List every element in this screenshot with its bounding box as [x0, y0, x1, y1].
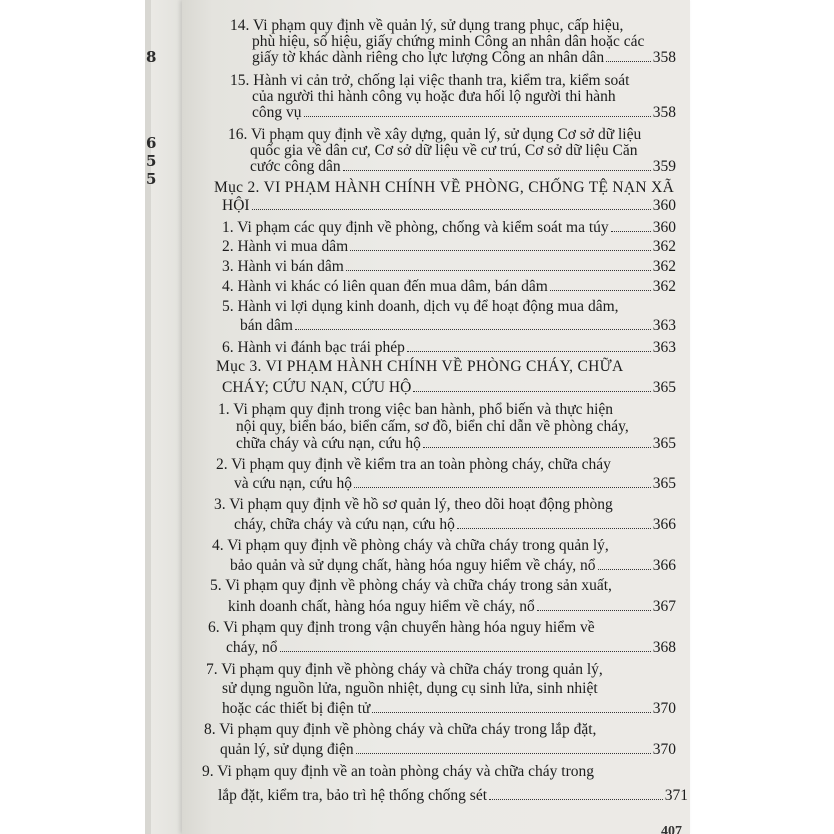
entry-line: 1. Vi phạm các quy định về phòng, chống và kiểm soát ma túy	[222, 219, 609, 236]
entry-line: cháy, chữa cháy và cứu nạn, cứu hộ	[234, 516, 455, 533]
entry-line: 6. Hành vi đánh bạc trái phép	[222, 339, 405, 356]
dot-leader	[304, 116, 651, 117]
page-number: 366	[652, 557, 676, 574]
toc-entry-m2-3	[222, 259, 676, 275]
entry-leader-line	[234, 476, 676, 492]
page-number: 368	[652, 639, 676, 656]
page-number: 366	[652, 516, 676, 533]
dot-leader	[550, 290, 651, 291]
entry-line: 1. Vi phạm quy định trong việc ban hành, phổ biến và thực hiện	[218, 401, 614, 418]
entry-line: cháy, nổ	[226, 639, 278, 656]
page-number: 371	[664, 787, 688, 804]
entry-line: công vụ	[252, 104, 302, 121]
left-page-number: 8	[146, 48, 157, 66]
entry-line: 3. Hành vi bán dâm	[222, 258, 344, 275]
entry-line: sử dụng nguồn lửa, nguồn nhiệt, dụng cụ sinh lửa, sinh nhiệt	[222, 680, 598, 697]
entry-leader-line	[250, 159, 676, 175]
entry-line: hoặc các thiết bị điện tử	[222, 700, 371, 717]
entry-line: chữa cháy và cứu nạn, cứu hộ	[236, 435, 421, 452]
entry-leader-line	[228, 599, 676, 615]
toc-entry-m2-2	[222, 239, 676, 255]
page-number: 358	[652, 49, 676, 66]
entry-leader-line	[234, 517, 676, 533]
dot-leader	[343, 170, 651, 171]
book-page	[182, 0, 690, 834]
entry-line: 2. Hành vi mua dâm	[222, 238, 349, 255]
page-number: 365	[652, 475, 676, 492]
entry-leader-line	[226, 640, 676, 656]
entry-line: phù hiệu, số hiệu, giấy chứng minh Công an nhân dân hoặc các	[252, 33, 645, 50]
page-number: 363	[652, 339, 676, 356]
page-number: 362	[652, 278, 676, 295]
toc-entry-m2-6	[222, 340, 676, 356]
dot-leader	[356, 753, 651, 754]
dot-leader	[598, 569, 651, 570]
dot-leader	[350, 250, 651, 251]
entry-line: 2. Vi phạm quy định về kiểm tra an toàn phòng cháy, chữa cháy	[216, 456, 611, 473]
entry-line: của người thi hành công vụ hoặc đưa hối lộ người thi hành	[252, 88, 616, 105]
section-heading: CHÁY; CỨU NẠN, CỨU HỘ	[222, 379, 412, 396]
dot-leader	[407, 351, 651, 352]
entry-line: 7. Vi phạm quy định về phòng cháy và chữa cháy trong quản lý,	[206, 661, 603, 678]
section-heading: Mục 2. VI PHẠM HÀNH CHÍNH VỀ PHÒNG, CHỐNG TỆ NẠN XÃ	[214, 179, 675, 196]
left-page-number: 6	[146, 134, 157, 152]
entry-line: quốc gia về dân cư, Cơ sở dữ liệu về cư trú, Cơ sở dữ liệu Căn	[250, 142, 638, 159]
dot-leader	[457, 528, 651, 529]
entry-leader-line	[252, 50, 676, 66]
previous-page-edge	[145, 0, 185, 834]
entry-line: 5. Vi phạm quy định về phòng cháy và chữa cháy trong sản xuất,	[210, 577, 612, 594]
entry-leader-line	[220, 742, 676, 758]
entry-line: bán dâm	[240, 317, 293, 334]
entry-line: 9. Vi phạm quy định về an toàn phòng cháy và chữa cháy trong	[202, 763, 595, 780]
entry-line: kinh doanh chất, hàng hóa nguy hiểm về cháy, nổ	[228, 598, 535, 615]
section-heading: Mục 3. VI PHẠM HÀNH CHÍNH VỀ PHÒNG CHÁY, CHỮA	[216, 358, 624, 375]
dot-leader	[346, 270, 651, 271]
entry-leader-line	[222, 198, 676, 214]
entry-leader-line	[236, 436, 676, 452]
toc-entry-m2-4	[222, 279, 676, 295]
dot-leader	[611, 231, 651, 232]
page-number: 360	[652, 197, 676, 214]
page-number: 370	[652, 700, 676, 717]
dot-leader	[372, 712, 650, 713]
entry-line: 14. Vi phạm quy định về quản lý, sử dụng trang phục, cấp hiệu,	[230, 17, 624, 34]
dot-leader	[537, 610, 651, 611]
page-number: 362	[652, 258, 676, 275]
entry-line: cước công dân	[250, 158, 341, 175]
entry-line: 4. Vi phạm quy định về phòng cháy và chữa cháy trong quản lý,	[212, 537, 609, 554]
page-number: 365	[652, 435, 676, 452]
page-number: 370	[652, 741, 676, 758]
dot-leader	[295, 329, 651, 330]
entry-line: và cứu nạn, cứu hộ	[234, 475, 352, 492]
dot-leader	[252, 209, 651, 210]
dot-leader	[423, 447, 651, 448]
toc-entry-m2-1	[222, 220, 676, 236]
page-number: 362	[652, 238, 676, 255]
entry-line: quản lý, sử dụng điện	[220, 741, 354, 758]
entry-line: 16. Vi phạm quy định về xây dựng, quản lý, sử dụng Cơ sở dữ liệu	[228, 126, 642, 143]
entry-line: 8. Vi phạm quy định về phòng cháy và chữa cháy trong lắp đặt,	[204, 721, 597, 738]
page-number: 365	[652, 379, 676, 396]
entry-line: giấy tờ khác dành riêng cho lực lượng Công an nhân dân	[252, 49, 605, 66]
entry-line: 3. Vi phạm quy định về hồ sơ quản lý, theo dõi hoạt động phòng	[214, 496, 613, 513]
entry-line: bảo quản và sử dụng chất, hàng hóa nguy hiểm về cháy, nổ	[230, 557, 596, 574]
page-folio: 407	[661, 824, 682, 834]
page-number: 367	[652, 598, 676, 615]
entry-leader-line	[222, 701, 676, 717]
page-edge-shadow	[145, 0, 151, 834]
entry-line: nội quy, biển báo, biển cấm, sơ đồ, biển chỉ dẫn về phòng cháy,	[236, 418, 629, 435]
section-heading: HỘI	[222, 197, 250, 214]
entry-line: 4. Hành vi khác có liên quan đến mua dâm, bán dâm	[222, 278, 548, 295]
dot-leader	[606, 61, 651, 62]
left-page-number: 5	[146, 152, 157, 170]
dot-leader	[354, 487, 651, 488]
dot-leader	[413, 391, 650, 392]
page-number: 359	[652, 158, 676, 175]
dot-leader	[489, 799, 663, 800]
entry-leader-line	[240, 318, 676, 334]
page-number: 358	[652, 104, 676, 121]
entry-line: 6. Vi phạm quy định trong vận chuyển hàng hóa nguy hiểm về	[208, 619, 595, 636]
entry-line: 5. Hành vi lợi dụng kinh doanh, dịch vụ để hoạt động mua dâm,	[222, 298, 619, 315]
page-number: 360	[652, 219, 676, 236]
entry-line: lắp đặt, kiểm tra, bảo trì hệ thống chống sét	[218, 787, 488, 804]
entry-leader-line	[222, 380, 676, 396]
entry-line: 15. Hành vi cản trở, chống lại việc thanh tra, kiểm tra, kiểm soát	[230, 72, 630, 89]
entry-leader-line	[218, 788, 688, 804]
dot-leader	[280, 651, 651, 652]
entry-leader-line	[252, 105, 676, 121]
page-number: 363	[652, 317, 676, 334]
entry-leader-line	[230, 558, 676, 574]
left-page-number: 5	[146, 170, 157, 188]
